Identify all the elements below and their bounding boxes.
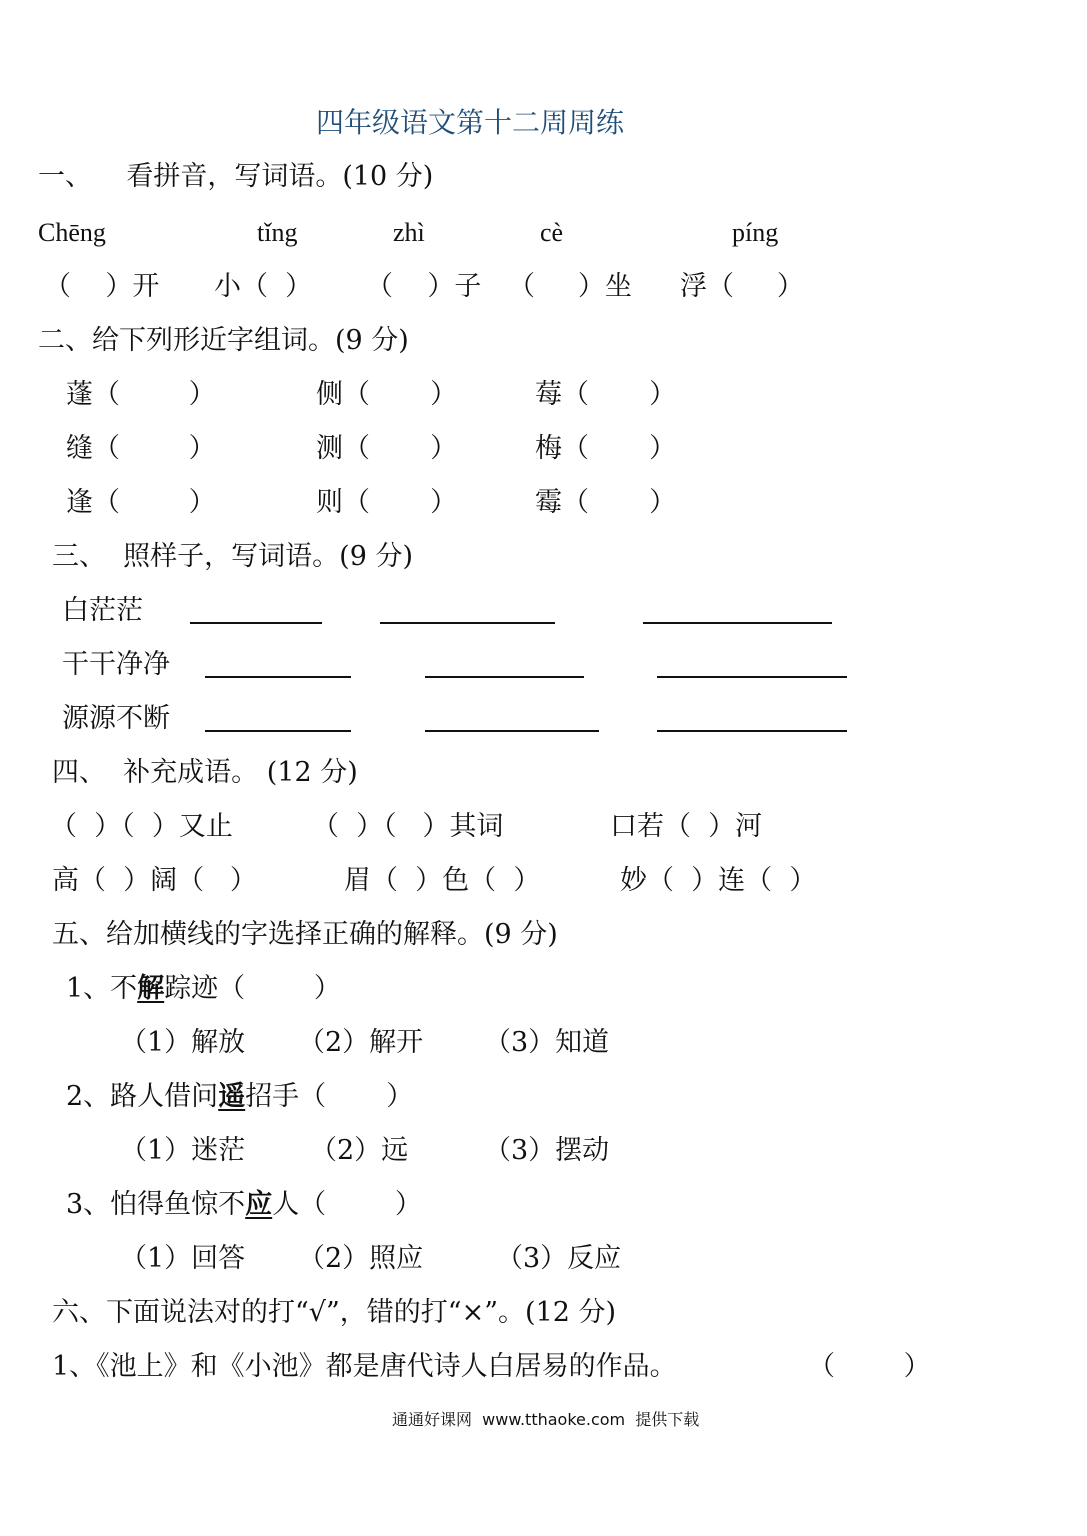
section-2-heading: 二、给下列形近字组词。(9 分) xyxy=(38,325,409,356)
blank-5[interactable]: 浮（ ） xyxy=(680,271,804,302)
option[interactable]: （3）反应 xyxy=(496,1243,622,1274)
example-word: 白茫茫 xyxy=(62,595,143,626)
answer-line[interactable] xyxy=(380,622,555,624)
example-word: 干干净净 xyxy=(62,649,170,680)
idiom-item[interactable]: （ ）（ ）其词 xyxy=(312,811,504,842)
blank-2[interactable]: 小（ ） xyxy=(214,271,313,302)
key-char: 应 xyxy=(245,1189,273,1220)
idiom-item[interactable]: 口若（ ）河 xyxy=(610,811,763,842)
section-6-heading: 六、下面说法对的打“√”，错的打“×”。(12 分) xyxy=(52,1297,617,1328)
question-2: 2、路人借问遥招手（ ） xyxy=(66,1081,414,1112)
blank-1[interactable]: （ ）开 xyxy=(44,271,160,302)
pinyin-4: cè xyxy=(540,218,564,247)
question-1: 1、不解踪迹（ ） xyxy=(66,973,341,1004)
section-3-heading: 三、 照样子，写词语。(9 分) xyxy=(52,541,413,572)
answer-line[interactable] xyxy=(190,622,322,624)
answer-line[interactable] xyxy=(205,676,351,678)
answer-line[interactable] xyxy=(425,676,584,678)
answer-line[interactable] xyxy=(643,622,832,624)
key-char: 遥 xyxy=(218,1081,246,1112)
option[interactable]: （3）摆动 xyxy=(484,1135,610,1166)
word-cell[interactable]: 霉（ ） xyxy=(535,487,677,518)
answer-line[interactable] xyxy=(205,730,351,732)
footer: 通通好课网 www.tthaoke.com 提供下载 xyxy=(392,1410,700,1429)
option[interactable]: （2）解开 xyxy=(298,1027,424,1058)
answer-line[interactable] xyxy=(425,730,599,732)
pinyin-2: tǐng xyxy=(257,218,298,247)
answer-line[interactable] xyxy=(657,676,847,678)
word-cell[interactable]: 逢（ ） xyxy=(66,487,216,518)
word-cell[interactable]: 缝（ ） xyxy=(66,433,216,464)
option[interactable]: （2）远 xyxy=(310,1135,409,1166)
option[interactable]: （1）解放 xyxy=(120,1027,246,1058)
answer-line[interactable] xyxy=(657,730,847,732)
blank-3[interactable]: （ ）子 xyxy=(366,271,482,302)
section-1-heading: 一、 看拼音，写词语。(10 分) xyxy=(38,161,434,192)
idiom-item[interactable]: 妙（ ）连（ ） xyxy=(620,865,817,896)
word-cell[interactable]: 莓（ ） xyxy=(535,379,677,410)
pinyin-3: zhì xyxy=(393,218,425,247)
page-title: 四年级语文第十二周周练 xyxy=(316,106,625,139)
judgement-1-answer[interactable]: （ ） xyxy=(808,1351,931,1382)
option[interactable]: （2）照应 xyxy=(298,1243,424,1274)
option[interactable]: （3）知道 xyxy=(484,1027,610,1058)
section-4-heading: 四、 补充成语。 (12 分) xyxy=(52,757,358,788)
blank-4[interactable]: （ ）坐 xyxy=(508,271,632,302)
question-3: 3、怕得鱼惊不应人（ ） xyxy=(66,1189,422,1220)
pinyin-5: píng xyxy=(732,218,779,247)
word-cell[interactable]: 蓬（ ） xyxy=(66,379,216,410)
option[interactable]: （1）回答 xyxy=(120,1243,246,1274)
word-cell[interactable]: 侧（ ） xyxy=(316,379,458,410)
idiom-item[interactable]: 高（ ）阔（ ） xyxy=(52,865,257,896)
idiom-item[interactable]: （ ）（ ）又止 xyxy=(50,811,233,842)
section-5-heading: 五、给加横线的字选择正确的解释。(9 分) xyxy=(52,919,558,950)
pinyin-1: Chēng xyxy=(38,218,106,247)
key-char: 解 xyxy=(137,973,165,1004)
example-word: 源源不断 xyxy=(62,703,170,734)
idiom-item[interactable]: 眉（ ）色（ ） xyxy=(344,865,541,896)
option[interactable]: （1）迷茫 xyxy=(120,1135,246,1166)
word-cell[interactable]: 梅（ ） xyxy=(535,433,677,464)
judgement-1: 1、《池上》和《小池》都是唐代诗人白居易的作品。 xyxy=(52,1351,677,1382)
word-cell[interactable]: 则（ ） xyxy=(316,487,458,518)
word-cell[interactable]: 测（ ） xyxy=(316,433,458,464)
